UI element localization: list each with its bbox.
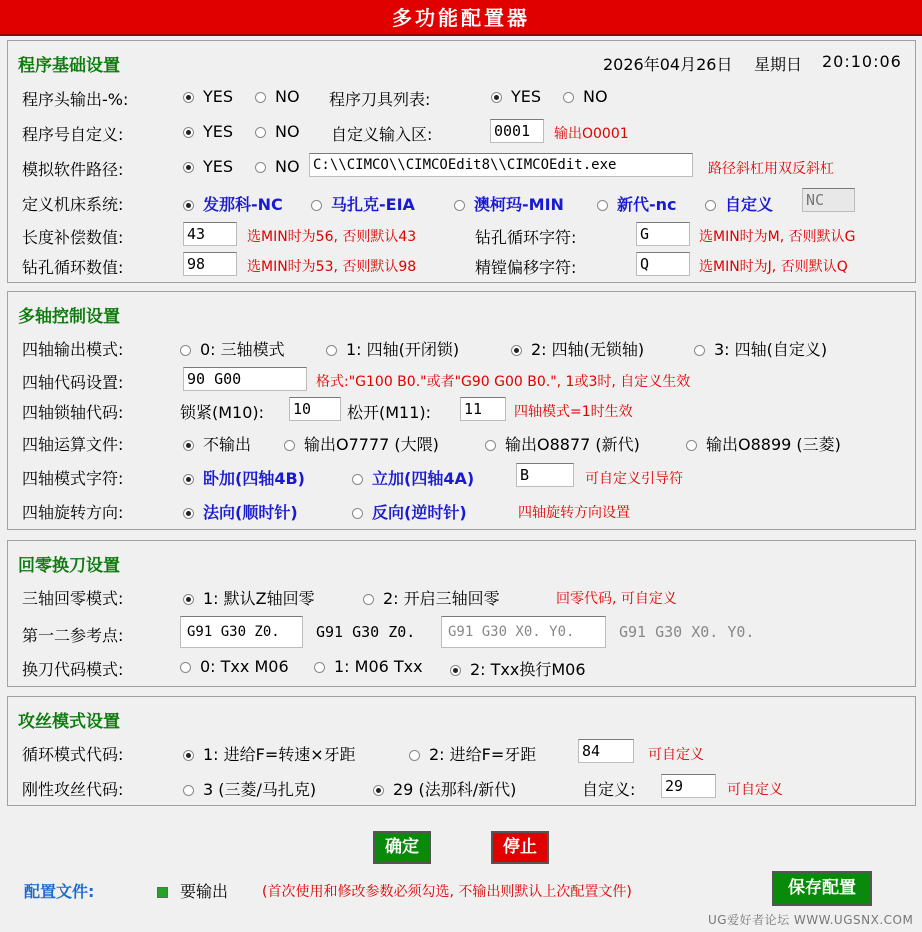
calc-file-label: 四轴运算文件: — [22, 435, 124, 454]
config-note: (首次使用和修改参数必须勾选, 不输出则默认上次配置文件) — [262, 884, 632, 900]
mode-2-label: 2: 四轴(无锁轴) — [531, 340, 645, 359]
toolchange-1-label: 1: M06 Txx — [334, 657, 423, 676]
machine-fanuc-radio[interactable] — [183, 192, 283, 215]
machine-syntec-label: 新代-nc — [617, 195, 677, 214]
radio-checked-icon — [183, 440, 194, 451]
rotation-cw-radio[interactable] — [183, 500, 298, 523]
tapping-settings-group — [7, 696, 916, 806]
mode-3-radio[interactable] — [694, 337, 827, 360]
mode-2-radio[interactable] — [511, 337, 644, 360]
rigid-29-label: 29 (法那科/新代) — [393, 780, 517, 799]
mode-1-label: 1: 四轴(开闭锁) — [346, 340, 460, 359]
sim-no-radio[interactable] — [255, 157, 300, 176]
rigid-custom-hint: 可自定义 — [727, 782, 783, 798]
toolchange-0-label: 0: Txx M06 — [200, 657, 289, 676]
toollist-yes-radio[interactable] — [491, 87, 541, 106]
group-title-basic: 程序基础设置 — [18, 56, 120, 76]
radio-unchecked-icon — [284, 440, 295, 451]
machine-label: 定义机床系统: — [22, 195, 124, 214]
sim-path-hint: 路径斜杠用双反斜杠 — [708, 161, 834, 177]
rigid-custom-label: 自定义: — [582, 780, 636, 799]
rotation-ccw-label: 反向(逆时针) — [372, 503, 467, 522]
ref1-display: G91 G30 Z0. — [316, 623, 416, 641]
radio-unchecked-icon — [255, 162, 266, 173]
drill-char-field[interactable]: G — [636, 222, 690, 246]
length-comp-hint: 选MIN时为56, 否则默认43 — [247, 229, 417, 245]
output-checkbox[interactable] — [157, 879, 228, 902]
mode-3-label: 3: 四轴(自定义) — [714, 340, 828, 359]
lock-loose-field[interactable]: 11 — [460, 397, 506, 421]
machine-custom-field[interactable]: NC — [802, 188, 855, 212]
rigid-3-label: 3 (三菱/马扎克) — [203, 780, 317, 799]
lock-loose-label: 松开(M11): — [347, 403, 432, 422]
toolchange-1-radio[interactable] — [314, 657, 423, 676]
cycle-2-label: 2: 进给F=牙距 — [429, 745, 537, 764]
cycle-1-radio[interactable] — [183, 742, 356, 765]
radio-unchecked-icon — [314, 662, 325, 673]
fouraxis-code-field[interactable]: 90 G00 — [183, 367, 307, 391]
radio-checked-icon — [183, 474, 194, 485]
time-display: 20:10:06 — [822, 52, 902, 71]
cycle-2-radio[interactable] — [409, 742, 536, 765]
radio-unchecked-icon — [454, 200, 465, 211]
toollist-label: 程序刀具列表: — [329, 90, 431, 109]
calc-mitsubishi-radio[interactable] — [686, 432, 841, 455]
progno-no-label: NO — [275, 122, 300, 141]
length-comp-field[interactable]: 43 — [183, 222, 237, 246]
home-xyz-label: 2: 开启三轴回零 — [383, 589, 500, 608]
drill-num-field[interactable]: 98 — [183, 252, 237, 276]
progno-no-radio[interactable] — [255, 122, 300, 141]
fouraxis-code-label: 四轴代码设置: — [22, 373, 124, 392]
radio-unchecked-icon — [705, 200, 716, 211]
ref2-display: G91 G30 X0. Y0. — [619, 623, 755, 641]
toollist-no-label: NO — [583, 87, 608, 106]
sim-yes-radio[interactable] — [183, 157, 233, 176]
custom-input-field[interactable]: 0001 — [490, 119, 544, 143]
cycle-1-label: 1: 进给F=转速×牙距 — [203, 745, 356, 764]
toollist-yes-label: YES — [511, 87, 542, 106]
toolchange-2-radio[interactable] — [450, 657, 586, 680]
radio-unchecked-icon — [180, 345, 191, 356]
length-comp-label: 长度补偿数值: — [22, 228, 124, 247]
drill-num-label: 钻孔循环数值: — [22, 258, 124, 277]
calc-okuma-label: 输出O7777 (大隈) — [304, 435, 439, 454]
ref2-field[interactable]: G91 G30 X0. Y0. — [441, 616, 606, 648]
radio-unchecked-icon — [694, 345, 705, 356]
radio-checked-icon — [450, 665, 461, 676]
char-vertical-radio[interactable] — [352, 466, 474, 489]
output-checkbox-label: 要输出 — [180, 882, 229, 901]
calc-none-label: 不输出 — [203, 435, 252, 454]
rotation-label: 四轴旋转方向: — [22, 503, 124, 522]
ref-point-label: 第一二参考点: — [22, 626, 124, 645]
rigid-custom-field[interactable]: 29 — [661, 774, 716, 798]
lock-hint: 四轴模式=1时生效 — [514, 404, 633, 420]
sim-path-field[interactable]: C:\\CIMCO\\CIMCOEdit8\\CIMCOEdit.exe — [309, 153, 693, 177]
char-horizontal-label: 卧加(四轴4B) — [203, 469, 305, 488]
radio-unchecked-icon — [352, 508, 363, 519]
rotation-hint: 四轴旋转方向设置 — [518, 505, 630, 521]
group-title-multiaxis: 多轴控制设置 — [18, 307, 120, 327]
boring-hint: 选MIN时为J, 否则默认Q — [699, 259, 848, 275]
header-no-label: NO — [275, 87, 300, 106]
machine-mazak-radio[interactable] — [311, 192, 415, 215]
rigid-tap-label: 刚性攻丝代码: — [22, 780, 124, 799]
header-output-label: 程序头输出-%: — [22, 90, 129, 109]
calc-none-radio[interactable] — [183, 432, 251, 455]
machine-okuma-radio[interactable] — [454, 192, 564, 215]
ok-button[interactable]: 确定 — [373, 831, 431, 864]
machine-okuma-label: 澳柯玛-MIN — [474, 195, 564, 214]
stop-button[interactable]: 停止 — [491, 831, 549, 864]
save-config-button[interactable]: 保存配置 — [772, 871, 872, 906]
custom-input-label: 自定义输入区: — [331, 125, 433, 144]
progno-label: 程序号自定义: — [22, 125, 124, 144]
toolchange-0-radio[interactable] — [180, 657, 289, 676]
boring-field[interactable]: Q — [636, 252, 690, 276]
radio-checked-icon — [183, 200, 194, 211]
checkbox-checked-icon — [157, 887, 168, 898]
mode-char-label: 四轴模式字符: — [22, 469, 124, 488]
lock-tight-field[interactable]: 10 — [289, 397, 341, 421]
radio-unchecked-icon — [255, 127, 266, 138]
calc-syntec-label: 输出O8877 (新代) — [505, 435, 640, 454]
watermark: UG爱好者论坛 WWW.UGSNX.COM — [708, 913, 914, 927]
radio-unchecked-icon — [180, 662, 191, 673]
radio-unchecked-icon — [363, 594, 374, 605]
home-z-label: 1: 默认Z轴回零 — [203, 589, 315, 608]
radio-checked-icon — [183, 750, 194, 761]
rigid-29-radio[interactable] — [373, 777, 516, 800]
ref1-field[interactable]: G91 G30 Z0. — [180, 616, 303, 648]
header-no-radio[interactable] — [255, 87, 300, 106]
machine-mazak-label: 马扎克-EIA — [331, 195, 415, 214]
mode-0-label: 0: 三轴模式 — [200, 340, 285, 359]
radio-unchecked-icon — [597, 200, 608, 211]
machine-syntec-radio[interactable] — [597, 192, 677, 215]
radio-unchecked-icon — [563, 92, 574, 103]
radio-unchecked-icon — [311, 200, 322, 211]
header-yes-label: YES — [203, 87, 234, 106]
progno-yes-label: YES — [203, 122, 234, 141]
calc-mitsubishi-label: 输出O8899 (三菱) — [706, 435, 841, 454]
toollist-no-radio[interactable] — [563, 87, 608, 106]
calc-syntec-radio[interactable] — [485, 432, 640, 455]
drill-char-hint: 选MIN时为M, 否则默认G — [699, 229, 856, 245]
mode-char-hint: 可自定义引导符 — [585, 471, 683, 487]
home-hint: 回零代码, 可自定义 — [556, 591, 677, 607]
machine-custom-radio[interactable] — [705, 192, 773, 215]
calc-okuma-radio[interactable] — [284, 432, 439, 455]
machine-fanuc-label: 发那科-NC — [203, 195, 283, 214]
cycle-code-field[interactable]: 84 — [578, 739, 634, 763]
radio-unchecked-icon — [352, 474, 363, 485]
cycle-code-hint: 可自定义 — [648, 747, 704, 763]
mode-char-field[interactable]: B — [516, 463, 574, 487]
drill-char-label: 钻孔循环字符: — [475, 228, 577, 247]
radio-unchecked-icon — [409, 750, 420, 761]
sim-no-label: NO — [275, 157, 300, 176]
mode-0-radio[interactable] — [180, 337, 285, 360]
lock-code-label: 四轴锁轴代码: — [22, 403, 124, 422]
radio-unchecked-icon — [183, 785, 194, 796]
cycle-mode-label: 循环模式代码: — [22, 745, 124, 764]
progno-yes-radio[interactable] — [183, 122, 233, 141]
window-title: 多功能配置器 — [0, 0, 922, 36]
basic-settings-group — [7, 40, 916, 283]
char-horizontal-radio[interactable] — [183, 466, 305, 489]
home-mode-label: 三轴回零模式: — [22, 589, 124, 608]
mode-1-radio[interactable] — [326, 337, 459, 360]
multiaxis-settings-group — [7, 291, 916, 530]
homing-settings-group — [7, 540, 916, 687]
radio-unchecked-icon — [485, 440, 496, 451]
custom-input-hint: 输出O0001 — [554, 126, 629, 142]
radio-checked-icon — [511, 345, 522, 356]
rigid-3-radio[interactable] — [183, 777, 316, 800]
radio-unchecked-icon — [255, 92, 266, 103]
drill-num-hint: 选MIN时为53, 否则默认98 — [247, 259, 417, 275]
lock-tight-label: 锁紧(M10): — [180, 403, 265, 422]
home-z-radio[interactable] — [183, 586, 315, 609]
rotation-ccw-radio[interactable] — [352, 500, 467, 523]
toolchange-2-label: 2: Txx换行M06 — [470, 660, 586, 679]
radio-unchecked-icon — [686, 440, 697, 451]
radio-checked-icon — [491, 92, 502, 103]
header-yes-radio[interactable] — [183, 87, 233, 106]
radio-checked-icon — [183, 594, 194, 605]
weekday-display: 星期日 — [754, 55, 803, 74]
group-title-tapping: 攻丝模式设置 — [18, 712, 120, 732]
radio-checked-icon — [183, 508, 194, 519]
rotation-cw-label: 法向(顺时针) — [203, 503, 298, 522]
config-file-label: 配置文件: — [24, 882, 95, 901]
fouraxis-code-hint: 格式:"G100 B0."或者"G90 G00 B0.", 1或3时, 自定义生效 — [316, 374, 691, 390]
date-display: 2026年04月26日 — [603, 55, 733, 74]
radio-checked-icon — [183, 162, 194, 173]
home-xyz-radio[interactable] — [363, 586, 500, 609]
sim-yes-label: YES — [203, 157, 234, 176]
sim-path-label: 模拟软件路径: — [22, 160, 124, 179]
radio-unchecked-icon — [326, 345, 337, 356]
fouraxis-mode-label: 四轴输出模式: — [22, 340, 124, 359]
machine-custom-label: 自定义 — [725, 195, 774, 214]
char-vertical-label: 立加(四轴4A) — [372, 469, 475, 488]
group-title-homing: 回零换刀设置 — [18, 556, 120, 576]
radio-checked-icon — [183, 127, 194, 138]
boring-label: 精镗偏移字符: — [475, 258, 577, 277]
radio-checked-icon — [373, 785, 384, 796]
radio-checked-icon — [183, 92, 194, 103]
toolchange-label: 换刀代码模式: — [22, 660, 124, 679]
